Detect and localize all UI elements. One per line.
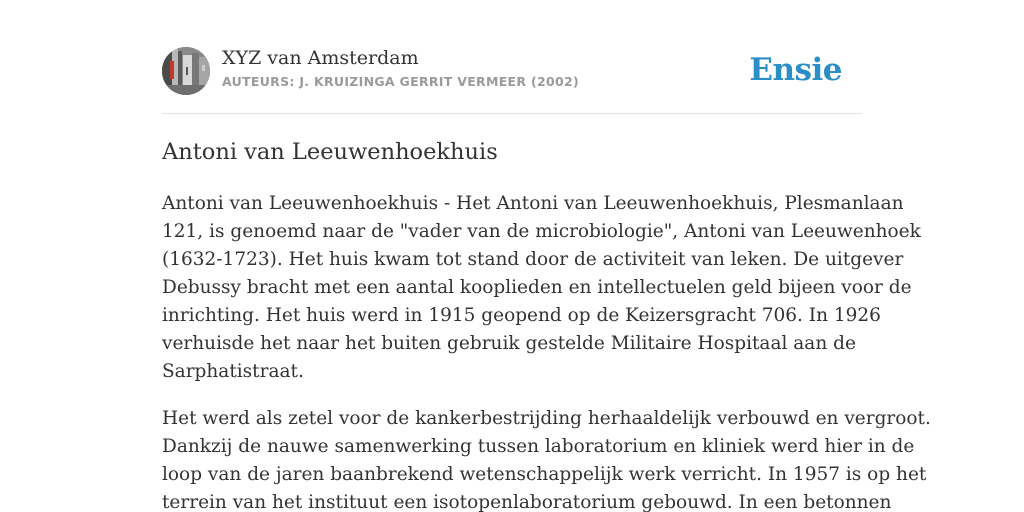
text-line: Sarphatistraat. xyxy=(162,361,304,382)
paragraph xyxy=(162,190,921,386)
source-title[interactable]: XYZ van Amsterdam xyxy=(222,47,419,69)
header-divider xyxy=(162,113,862,114)
header xyxy=(162,46,862,96)
ensie-logo[interactable]: Ensie xyxy=(749,52,842,88)
text-line: Debussy bracht met een aantal kooplieden en intellectuelen geld bijeen voor de xyxy=(162,277,912,298)
article-title: Antoni van Leeuwenhoekhuis xyxy=(162,139,498,165)
paragraph xyxy=(162,405,931,512)
book-cover-thumbnail-icon[interactable] xyxy=(162,47,210,95)
text-line: Het werd als zetel voor de kankerbestrijding herhaaldelijk verbouwd en vergroot. xyxy=(162,408,931,429)
authors-line: AUTEURS: J. KRUIZINGA GERRIT VERMEER (2002) xyxy=(222,74,579,89)
text-line: Dankzij de nauwe samenwerking tussen laboratorium en kliniek werd hier in de xyxy=(162,436,915,457)
article-body xyxy=(162,190,931,512)
text-line: 121, is genoemd naar de "vader van de microbiologie", Antoni van Leeuwenhoek xyxy=(162,221,921,242)
text-line: terrein van het instituut een isotopenlaboratorium gebouwd. In een betonnen xyxy=(162,492,892,512)
text-line: loop van de jaren baanbrekend wetenschappelijk werk verricht. In 1957 is op het xyxy=(162,464,927,485)
text-line: (1632-1723). Het huis kwam tot stand door de activiteit van leken. De uitgever xyxy=(162,249,904,270)
text-line: verhuisde het naar het buiten gebruik gestelde Militaire Hospitaal aan de xyxy=(162,333,856,354)
text-line: Antoni van Leeuwenhoekhuis - Het Antoni van Leeuwenhoekhuis, Plesmanlaan xyxy=(162,193,904,214)
text-line: inrichting. Het huis werd in 1915 geopend op de Keizersgracht 706. In 1926 xyxy=(162,305,881,326)
